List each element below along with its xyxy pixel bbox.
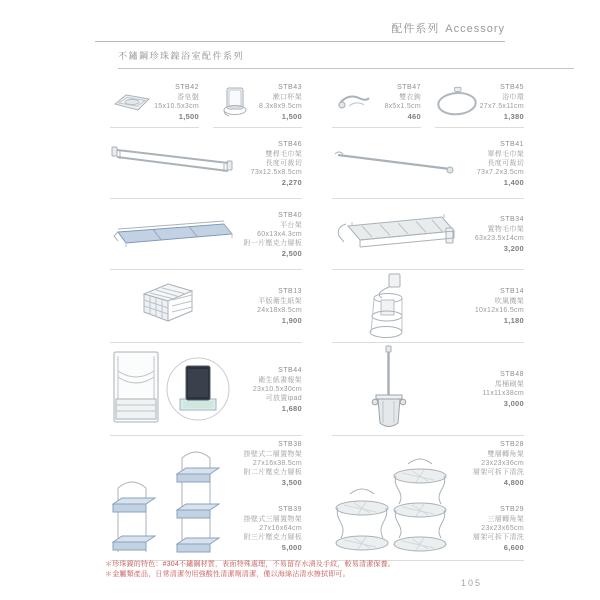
product-model: STB45: [500, 84, 524, 91]
product-size: 15x10.5x3cm: [154, 103, 199, 110]
wall-rack-images: [110, 436, 228, 560]
product-card-stb13: [110, 270, 302, 343]
product-size: 23x23x36cm: [481, 460, 524, 467]
product-grid: [110, 80, 524, 561]
product-model: STB48: [500, 371, 524, 378]
product-text: [224, 287, 302, 325]
product-price: 1,500: [178, 112, 199, 121]
product-note: 長度可裁切: [487, 159, 524, 167]
corner-rack-2tier-image: [336, 489, 388, 550]
product-note: 附一片壓克力層板: [243, 239, 302, 247]
product-card-stb47: [332, 80, 421, 128]
corner-rack-images: [332, 436, 450, 560]
product-size: 24x18x8.5cm: [257, 307, 302, 314]
product-model: STB34: [500, 216, 524, 223]
bottom-left-texts: [228, 436, 302, 560]
soap-dish-image: [110, 90, 154, 114]
product-note: 可放置ipad: [265, 394, 302, 402]
wall-rack-2tier-image: [113, 482, 155, 552]
footnotes: [105, 560, 435, 579]
product-text: [446, 370, 524, 408]
page-title-en: Accessory: [445, 23, 505, 35]
bottom-left-section: [110, 436, 302, 561]
product-price: 2,500: [281, 248, 302, 258]
corner-rack-3tier-image: [394, 459, 446, 551]
product-price: 1,380: [503, 112, 524, 121]
product-card-stb39: [228, 505, 302, 552]
page-header: [95, 20, 505, 42]
towel-ring-image: [435, 83, 479, 121]
product-card-stb41: [332, 128, 524, 199]
product-price: 1,900: [281, 316, 302, 325]
product-model: STB46: [278, 140, 302, 148]
product-name: 掛壁式三層置物架: [243, 516, 302, 523]
product-note: 附三片壓克力層板: [243, 534, 302, 541]
product-name: 漱口杯架: [272, 94, 302, 101]
product-size: 8.3x8x9.5cm: [259, 103, 302, 110]
product-name: 雙層轉角架: [487, 451, 524, 458]
product-text: [232, 366, 302, 413]
product-card-stb46: [110, 128, 302, 199]
product-card-stb14: [332, 270, 524, 343]
product-size: 60x13x4.3cm: [257, 230, 302, 238]
product-card-stb45: [435, 80, 524, 128]
product-text: [236, 211, 302, 258]
product-note: 附二片壓克力層板: [243, 469, 302, 476]
page-title: 配件系列: [391, 23, 440, 35]
product-model: STB13: [278, 288, 302, 295]
product-size: 23x10.5x30cm: [252, 385, 302, 393]
product-size: 11x11x38cm: [482, 390, 524, 397]
product-price: 3,500: [281, 478, 302, 487]
product-price: 3,000: [503, 399, 524, 408]
product-card-stb29: [450, 505, 524, 552]
cup-holder-image: [213, 86, 257, 118]
product-name: 掛壁式二層置物架: [243, 451, 302, 458]
product-text: [154, 83, 199, 121]
product-size: 10x12x16.5cm: [474, 307, 524, 314]
product-model: STB29: [500, 506, 524, 513]
product-model: STB41: [500, 140, 524, 148]
footnote-1: ＊珍珠鎳的特色：#304不鏽鋼材質，表面特殊處理，不易留存水漬及手紋，較易清潔保養。: [105, 561, 395, 568]
product-name: 香皂盤: [177, 94, 199, 101]
row-1-right: [332, 80, 524, 128]
footnote-2: ＊金屬類產品，日常清潔勿用強酸性清潔劑清潔，僅以海綿沾清水擦拭即可。: [105, 570, 350, 578]
product-card-stb43: [213, 80, 302, 128]
product-model: STB38: [278, 441, 302, 448]
product-card-stb44: [110, 343, 302, 436]
product-price: 4,800: [503, 478, 524, 487]
product-model: STB40: [278, 211, 302, 219]
product-price: 5,000: [281, 543, 302, 552]
double-towel-bar-image: [110, 142, 236, 184]
product-card-stb40: [110, 199, 302, 270]
product-name: 雙衣鉤: [399, 94, 421, 101]
product-name: 三層轉角架: [487, 516, 524, 523]
product-model: STB28: [500, 441, 524, 448]
product-price: 3,200: [503, 244, 524, 253]
product-name: 平版衛生紙架: [258, 298, 302, 305]
product-text: [458, 140, 524, 187]
product-note: 層架可拆下清洗: [472, 469, 524, 476]
product-size: 23x23x65cm: [481, 525, 524, 532]
product-name: 置物毛巾架: [487, 226, 524, 233]
product-price: 1,180: [503, 316, 524, 325]
product-size: 27x7.5x11cm: [479, 103, 524, 110]
product-name: 平台架: [280, 221, 302, 229]
product-size: 63x23.5x14cm: [474, 235, 524, 242]
double-hook-image: [332, 92, 376, 112]
product-name: 單桿毛巾架: [487, 150, 524, 158]
product-price: 1,500: [281, 112, 302, 121]
product-name: 雙桿毛巾架: [265, 150, 302, 158]
product-model: STB39: [278, 506, 302, 513]
right-column: [332, 80, 524, 561]
product-size: 73x12.5x8.5cm: [250, 168, 302, 176]
product-model: STB14: [500, 288, 524, 295]
product-price: 6,600: [503, 543, 524, 552]
toilet-paper-basket-image: [110, 280, 224, 332]
single-towel-bar-image: [332, 146, 458, 180]
platform-shelf-image: [110, 216, 236, 252]
product-note: 層架可拆下清洗: [472, 534, 524, 541]
product-card-stb42: [110, 80, 199, 128]
product-text: [376, 83, 421, 121]
product-name: 吹風機架: [494, 298, 524, 305]
hair-dryer-holder-image: [332, 272, 446, 340]
page-number: 105: [460, 578, 482, 588]
product-price: 2,270: [281, 177, 302, 187]
product-name: 馬桶刷架: [494, 381, 524, 388]
product-model: STB42: [175, 84, 199, 91]
series-subtitle: 不鏽鋼珍珠鎳浴室配件系列: [118, 49, 574, 69]
product-size: 8x5x1.5cm: [384, 103, 421, 110]
product-price: 1,680: [281, 403, 302, 413]
product-note: 長度可裁切: [265, 159, 302, 167]
product-text: [236, 140, 302, 187]
wall-rack-3tier-image: [177, 452, 219, 552]
product-card-stb28: [450, 440, 524, 487]
product-price: 460: [407, 112, 421, 121]
product-text: [446, 287, 524, 325]
product-card-stb34: [332, 199, 524, 270]
bottom-right-section: [332, 436, 524, 561]
row-1-left: [110, 80, 302, 128]
product-text: [257, 83, 302, 121]
product-name: 浴巾環: [502, 94, 524, 101]
product-card-stb38: [228, 440, 302, 487]
product-model: STB43: [278, 84, 302, 91]
product-model: STB44: [278, 366, 302, 374]
product-model: STB47: [397, 84, 421, 91]
product-price: 1,400: [503, 177, 524, 187]
product-size: 27x16x38.5cm: [252, 460, 302, 467]
product-text: [458, 215, 524, 253]
bottom-right-texts: [450, 436, 524, 560]
product-name: 衛生紙書報架: [258, 376, 302, 384]
storage-towel-rack-image: [332, 206, 458, 262]
toilet-brush-image: [332, 345, 446, 433]
left-column: [110, 80, 302, 561]
product-size: 73x7.2x3.5cm: [476, 168, 524, 176]
product-card-stb48: [332, 343, 524, 436]
product-text: [479, 83, 524, 121]
product-size: 27x16x64cm: [259, 525, 302, 532]
magazine-rack-image: [110, 349, 232, 429]
